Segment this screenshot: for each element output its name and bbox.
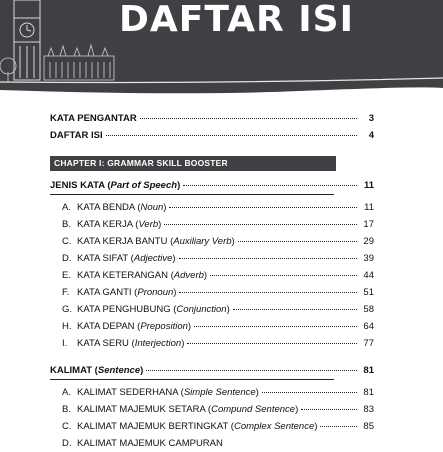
toc-item-kata-depan[interactable] [50, 318, 374, 335]
toc-item-kata-sifat[interactable] [50, 250, 374, 267]
dot-leader [179, 292, 357, 293]
toc-page: 77 [363, 338, 374, 349]
toc-label: B. KATA KERJA (Verb) [62, 219, 162, 230]
dot-leader [169, 207, 357, 208]
toc-item-kalimat-majemuk-bertingkat[interactable] [50, 418, 374, 435]
toc-page: 81 [363, 387, 374, 398]
toc-section-kalimat[interactable] [50, 362, 374, 379]
toc-label: D. KALIMAT MAJEMUK CAMPURAN [62, 438, 223, 449]
toc-item-kata-benda[interactable] [50, 199, 374, 216]
dot-leader [233, 309, 357, 310]
toc-label: B. KALIMAT MAJEMUK SETARA (Compund Sentence) [62, 404, 299, 415]
dot-leader [146, 370, 357, 371]
toc-page: 4 [368, 130, 374, 141]
table-of-contents [50, 110, 374, 452]
toc-label: F. KATA GANTI (Pronoun) [62, 287, 177, 298]
toc-item-kata-seru[interactable] [50, 335, 374, 352]
toc-item-kata-kerja-bantu[interactable] [50, 233, 374, 250]
dot-leader [164, 224, 357, 225]
dot-leader [301, 409, 357, 410]
toc-item-kalimat-majemuk-campuran[interactable] [50, 435, 374, 452]
dot-leader [179, 258, 357, 259]
toc-page: 11 [363, 180, 374, 191]
toc-entry-kata-pengantar[interactable] [50, 110, 374, 127]
toc-item-kata-kerja[interactable] [50, 216, 374, 233]
toc-item-kata-penghubung[interactable] [50, 301, 374, 318]
toc-page: 51 [363, 287, 374, 298]
dot-leader [183, 185, 357, 186]
toc-label: A. KATA BENDA (Noun) [62, 202, 167, 213]
toc-entry-daftar-isi[interactable] [50, 127, 374, 144]
toc-page: 85 [363, 421, 374, 432]
toc-page: 83 [363, 404, 374, 415]
toc-section-jenis-kata[interactable] [50, 177, 374, 194]
chapter-heading: CHAPTER I: GRAMMAR SKILL BOOSTER [50, 156, 336, 171]
dot-leader [238, 241, 357, 242]
toc-label: DAFTAR ISI [50, 130, 103, 141]
toc-label: KALIMAT (Sentence) [50, 365, 144, 376]
toc-page: 81 [363, 365, 374, 376]
dot-leader [210, 275, 357, 276]
dot-leader [194, 326, 357, 327]
toc-item-kata-keterangan[interactable] [50, 267, 374, 284]
toc-item-kalimat-sederhana[interactable] [50, 384, 374, 401]
toc-label: H. KATA DEPAN (Preposition) [62, 321, 192, 332]
dot-leader [140, 118, 357, 119]
toc-label: C. KATA KERJA BANTU (Auxiliary Verb) [62, 236, 235, 247]
toc-page: 29 [363, 236, 374, 247]
dot-leader [320, 426, 357, 427]
page-title: DAFTAR ISI [119, 0, 354, 40]
dot-leader [187, 343, 357, 344]
toc-page: 11 [364, 202, 374, 213]
page-header [0, 0, 443, 94]
toc-label: D. KATA SIFAT (Adjective) [62, 253, 176, 264]
toc-label: G. KATA PENGHUBUNG (Conjunction) [62, 304, 230, 315]
toc-label: JENIS KATA (Part of Speech) [50, 180, 181, 191]
toc-label: KATA PENGANTAR [50, 113, 137, 124]
toc-page: 17 [363, 219, 374, 230]
toc-item-kalimat-majemuk-setara[interactable] [50, 401, 374, 418]
toc-page: 39 [363, 253, 374, 264]
toc-page: 3 [368, 113, 374, 124]
dot-leader [262, 392, 357, 393]
toc-label: I. KATA SERU (Interjection) [62, 338, 185, 349]
toc-label: E. KATA KETERANGAN (Adverb) [62, 270, 208, 281]
toc-page: 64 [363, 321, 374, 332]
toc-page: 58 [363, 304, 374, 315]
dot-leader [106, 135, 357, 136]
toc-page: 44 [363, 270, 374, 281]
toc-item-kata-ganti[interactable] [50, 284, 374, 301]
toc-label: C. KALIMAT MAJEMUK BERTINGKAT (Complex Sentence) [62, 421, 318, 432]
toc-label: A. KALIMAT SEDERHANA (Simple Sentence) [62, 387, 259, 398]
